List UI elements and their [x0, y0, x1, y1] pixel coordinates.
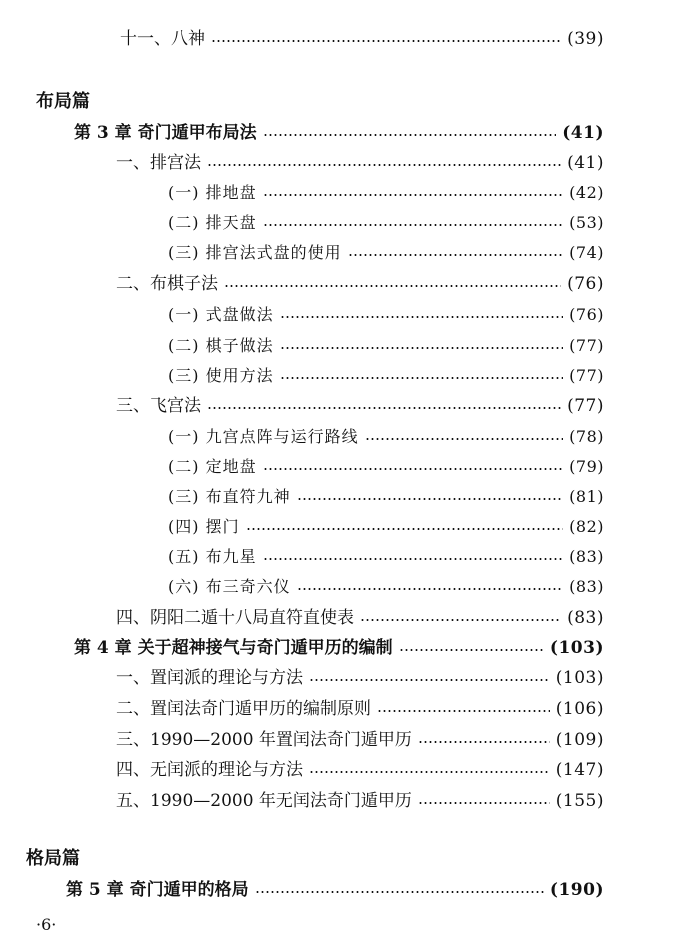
dot-leader [418, 741, 550, 743]
toc-subsection-title: (二) 排天盘 [168, 213, 257, 232]
toc-chapter [66, 878, 604, 902]
toc-section-title: 三、飞宫法 [116, 396, 201, 416]
part-heading: 布局篇 [36, 91, 90, 112]
toc-subsection-title: (六) 布三奇六仪 [168, 577, 291, 596]
toc-section-page: (83) [567, 608, 604, 628]
toc-subsection-page: (77) [569, 336, 604, 355]
toc-entry-title: 十一、八神 [120, 29, 205, 49]
toc-section-page: (77) [567, 396, 604, 416]
toc-subsection-title: (三) 排宫法式盘的使用 [168, 243, 342, 262]
toc-section [116, 394, 604, 418]
toc-section-title: 一、置闰派的理论与方法 [116, 668, 303, 688]
toc-section-title: 五、1990—2000 年无闰法奇门遁甲历 [116, 791, 412, 811]
dot-leader [377, 710, 550, 712]
toc-subsection [168, 485, 604, 509]
toc-subsection-page: (83) [569, 577, 604, 596]
toc-chapter-title: 第 3 章 奇门遁甲布局法 [74, 123, 257, 143]
toc-section [116, 151, 604, 175]
toc-subsection-page: (53) [569, 213, 604, 232]
dot-leader [263, 224, 564, 226]
toc-section [116, 728, 604, 752]
toc-section-title: 三、1990—2000 年置闰法奇门遁甲历 [116, 730, 412, 750]
toc-subsection-page: (82) [569, 517, 604, 536]
toc-section-title: 二、置闰法奇门遁甲历的编制原则 [116, 699, 371, 719]
dot-leader [207, 407, 561, 409]
toc-section-page: (41) [567, 153, 604, 173]
dot-leader [255, 891, 544, 893]
toc-section-title: 二、布棋子法 [116, 274, 218, 294]
toc-chapter-title: 第 4 章 关于超神接气与奇门遁甲历的编制 [74, 638, 393, 658]
toc-section [116, 789, 604, 813]
dot-leader [280, 347, 564, 349]
toc-subsection-page: (78) [569, 427, 604, 446]
dot-leader [360, 619, 561, 621]
dot-leader [365, 438, 564, 440]
dot-leader [418, 802, 550, 804]
toc-section-title: 四、阴阳二遁十八局直符直使表 [116, 608, 354, 628]
toc-subsection [168, 575, 604, 599]
toc-section-page: (147) [555, 760, 604, 780]
dot-leader [263, 558, 564, 560]
toc-chapter-page: (103) [549, 638, 604, 658]
dot-leader [309, 771, 550, 773]
toc-section-page: (103) [555, 668, 604, 688]
toc-subsection-page: (83) [569, 547, 604, 566]
toc-subsection [168, 364, 604, 388]
dot-leader [309, 679, 550, 681]
toc-subsection [168, 181, 604, 205]
dot-leader [211, 40, 561, 42]
toc-section [116, 606, 604, 630]
dot-leader [297, 498, 564, 500]
toc-subsection-page: (77) [569, 366, 604, 385]
toc-chapter [74, 121, 604, 145]
dot-leader [224, 285, 561, 287]
toc-subsection-title: (二) 定地盘 [168, 457, 257, 476]
toc-section-page: (109) [555, 730, 604, 750]
toc-subsection [168, 241, 604, 265]
toc-section-title: 一、排宫法 [116, 153, 201, 173]
part-heading: 格局篇 [26, 848, 80, 869]
toc-subsection-title: (四) 摆门 [168, 517, 240, 536]
toc-subsection [168, 515, 604, 539]
toc-subsection-title: (五) 布九星 [168, 547, 257, 566]
toc-subsection-title: (一) 式盘做法 [168, 305, 274, 324]
toc-subsection-page: (79) [569, 457, 604, 476]
toc-subsection-page: (76) [569, 305, 604, 324]
toc-subsection-title: (三) 布直符九神 [168, 487, 291, 506]
dot-leader [297, 588, 564, 590]
dot-leader [280, 377, 564, 379]
toc-subsection [168, 303, 604, 327]
toc-subsection-title: (二) 棋子做法 [168, 336, 274, 355]
toc-subsection [168, 334, 604, 358]
toc-entry [120, 27, 604, 51]
toc-chapter-page: (41) [562, 123, 604, 143]
toc-subsection-title: (三) 使用方法 [168, 366, 274, 385]
toc-subsection [168, 455, 604, 479]
toc-subsection-page: (74) [569, 243, 604, 262]
toc-subsection [168, 211, 604, 235]
toc-entry-page: (39) [567, 29, 604, 49]
dot-leader [280, 316, 564, 318]
toc-section-page: (76) [567, 274, 604, 294]
toc-section-page: (106) [555, 699, 604, 719]
toc-chapter-page: (190) [549, 880, 604, 900]
toc-subsection-title: (一) 九宫点阵与运行路线 [168, 427, 359, 446]
toc-section [116, 272, 604, 296]
toc-section [116, 697, 604, 721]
toc-subsection-title: (一) 排地盘 [168, 183, 257, 202]
toc-subsection [168, 545, 604, 569]
toc-subsection-page: (81) [569, 487, 604, 506]
dot-leader [246, 528, 564, 530]
page-number: ·6· [36, 915, 57, 934]
toc-section-page: (155) [555, 791, 604, 811]
dot-leader [263, 468, 564, 470]
dot-leader [399, 649, 544, 651]
toc-subsection [168, 425, 604, 449]
dot-leader [263, 134, 557, 136]
toc-section [116, 666, 604, 690]
dot-leader [263, 194, 564, 196]
dot-leader [207, 164, 561, 166]
toc-subsection-page: (42) [569, 183, 604, 202]
toc-section-title: 四、无闰派的理论与方法 [116, 760, 303, 780]
toc-section [116, 758, 604, 782]
toc-chapter [74, 636, 604, 660]
dot-leader [348, 254, 564, 256]
toc-chapter-title: 第 5 章 奇门遁甲的格局 [66, 880, 249, 900]
